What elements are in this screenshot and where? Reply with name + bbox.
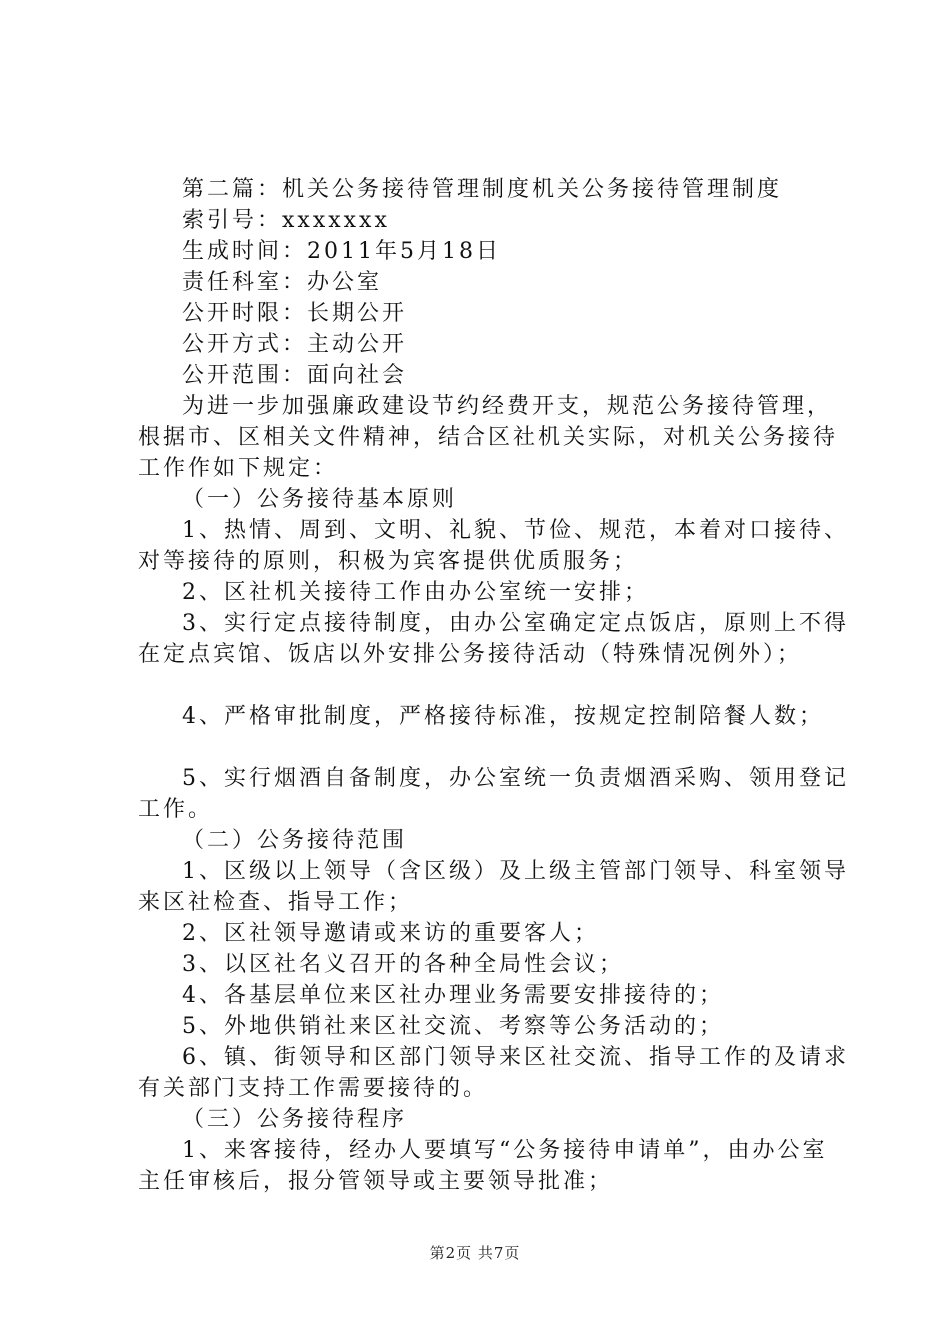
meta-disclosure-method: 公开方式：主动公开 (182, 332, 408, 357)
document-body (138, 174, 850, 1197)
scope-item: 4、各基层单位来区社办理业务需要安排接待的； (182, 983, 724, 1008)
principles-item: 2、区社机关接待工作由办公室统一安排； (182, 580, 649, 605)
meta-disclosure-scope: 公开范围：面向社会 (182, 363, 408, 388)
page-footer: 第2页 共7页 (429, 1244, 521, 1262)
scope-item: 3、以区社名义召开的各种全局性会议； (182, 952, 624, 977)
meta-disclosure-period: 公开时限：长期公开 (182, 301, 408, 326)
section-heading-scope: （二）公务接待范围 (182, 828, 408, 853)
meta-generated-time: 生成时间：2011年5月18日 (182, 239, 501, 264)
meta-index-number: 索引号：xxxxxxx (182, 208, 390, 233)
section-heading-procedure: （三）公务接待程序 (182, 1107, 408, 1132)
document-title: 第二篇：机关公务接待管理制度机关公务接待管理制度 (182, 177, 783, 202)
principles-item: 5、实行烟酒自备制度，办公室统一负责烟酒采购、领用登记工作。 (138, 766, 849, 822)
intro-paragraph: 为进一步加强廉政建设节约经费开支，规范公务接待管理，根据市、区相关文件精神，结合区社机关实际，对机关公务接待工作作如下规定： (138, 394, 839, 481)
meta-responsible-office: 责任科室：办公室 (182, 270, 383, 295)
scope-item: 6、镇、街领导和区部门领导来区社交流、指导工作的及请求有关部门支持工作需要接待的。 (138, 1045, 849, 1101)
principles-item: 3、实行定点接待制度，由办公室确定定点饭店，原则上不得在定点宾馆、饭店以外安排公务接待活动（特殊情况例外）； (138, 611, 849, 667)
principles-item: 1、热情、周到、文明、礼貌、节俭、规范，本着对口接待、对等接待的原则，积极为宾客提供优质服务； (138, 518, 849, 574)
scope-item: 1、区级以上领导（含区级）及上级主管部门领导、科室领导来区社检查、指导工作； (138, 859, 849, 915)
principles-item: 4、严格审批制度，严格接待标准，按规定控制陪餐人数； (182, 704, 824, 729)
scope-item: 5、外地供销社来区社交流、考察等公务活动的； (182, 1014, 724, 1039)
section-heading-principles: （一）公务接待基本原则 (182, 487, 458, 512)
scope-item: 2、区社领导邀请或来访的重要客人； (182, 921, 599, 946)
procedure-item: 1、来客接待，经办人要填写“公务接待申请单”，由办公室主任审核后，报分管领导或主要领导批准； (138, 1138, 828, 1194)
